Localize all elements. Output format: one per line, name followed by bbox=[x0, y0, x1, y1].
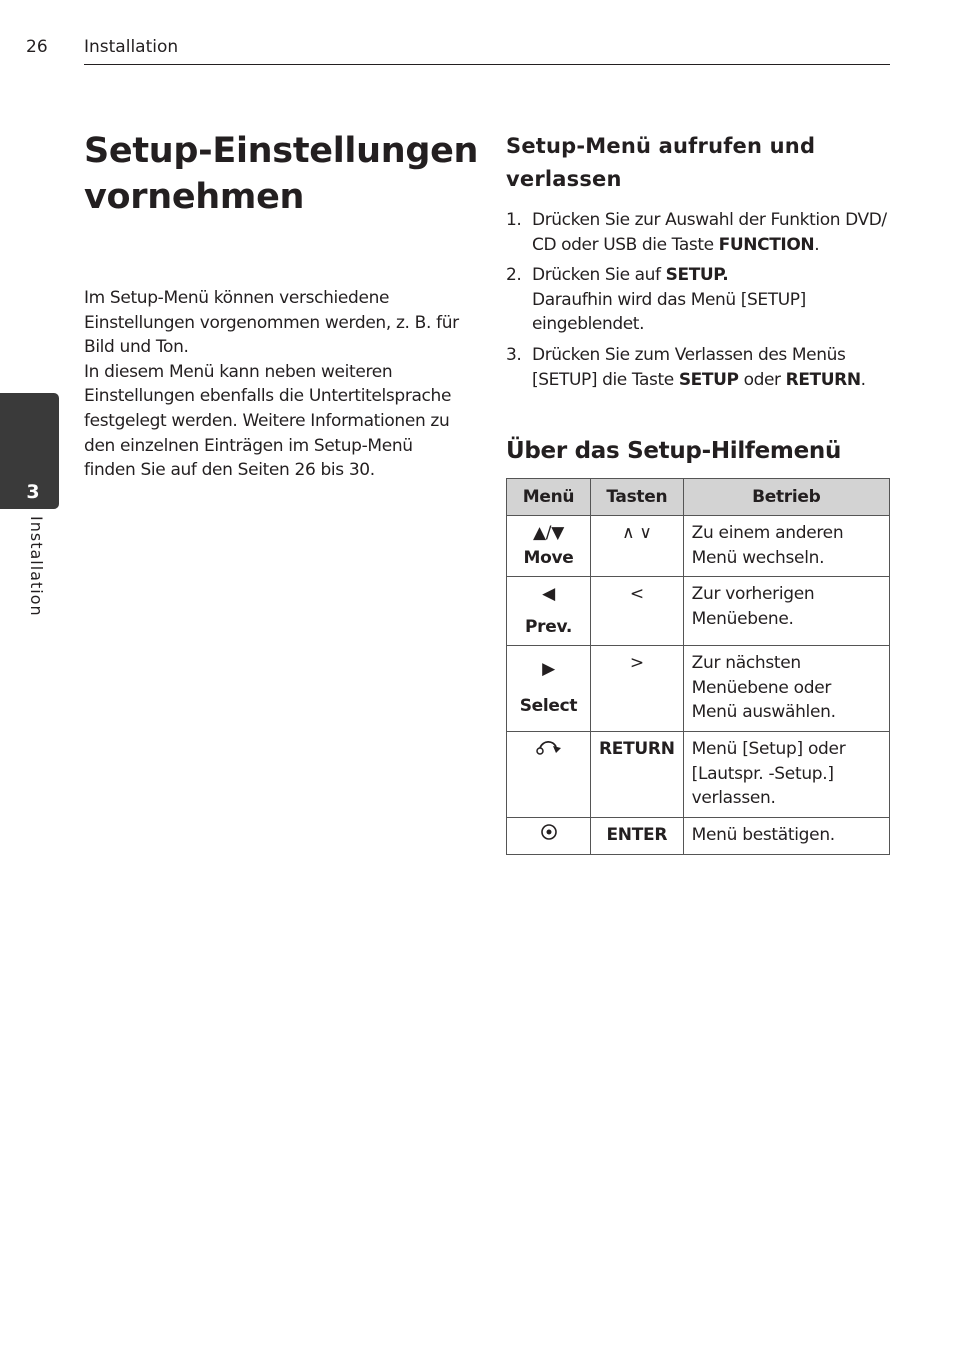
step-number: 2. bbox=[506, 265, 522, 286]
step-mid: oder bbox=[738, 369, 786, 390]
col-header-operation: Betrieb bbox=[683, 479, 889, 516]
chapter-tab bbox=[0, 393, 59, 509]
header-divider bbox=[84, 64, 890, 65]
step-number: 3. bbox=[506, 344, 522, 365]
menu-label: Select bbox=[519, 696, 578, 716]
chapter-side-label: Installation bbox=[27, 516, 46, 617]
steps-list bbox=[506, 208, 896, 398]
step-key: SETUP. bbox=[665, 265, 729, 286]
page-title-line2: vornehmen bbox=[84, 177, 305, 217]
keys-cell: < bbox=[591, 577, 684, 646]
table-header-row bbox=[507, 479, 890, 516]
menu-cell bbox=[507, 577, 591, 646]
menu-label: Move bbox=[523, 548, 574, 568]
menu-cell bbox=[507, 646, 591, 732]
up-down-arrows-icon: ▲/▼ bbox=[533, 523, 564, 543]
section-title-help-menu: Über das Setup-Hilfemenü bbox=[506, 438, 842, 464]
header-section-title: Installation bbox=[84, 37, 179, 57]
step-item bbox=[506, 343, 896, 392]
table-row bbox=[507, 516, 890, 577]
operation-cell: Menü [Setup] oder [Lautspr. -Setup.] verlassen. bbox=[683, 732, 889, 818]
right-arrow-icon: ▶ bbox=[542, 659, 555, 679]
keys-cell: RETURN bbox=[591, 732, 684, 818]
step-tail: . bbox=[860, 369, 866, 390]
step-key-2: RETURN bbox=[785, 369, 861, 390]
table-row bbox=[507, 577, 890, 646]
menu-cell bbox=[507, 732, 591, 818]
step-tail: . bbox=[814, 234, 820, 255]
table-row bbox=[507, 732, 890, 818]
keys-cell: > bbox=[591, 646, 684, 732]
chapter-number: 3 bbox=[26, 481, 40, 503]
help-menu-table bbox=[506, 478, 890, 855]
step-key: FUNCTION bbox=[718, 234, 815, 255]
step-text: Drücken Sie auf bbox=[532, 265, 666, 286]
left-arrow-icon: ◀ bbox=[542, 584, 555, 604]
operation-cell: Menü bestätigen. bbox=[683, 818, 889, 855]
menu-cell bbox=[507, 818, 591, 855]
page-number: 26 bbox=[26, 37, 48, 57]
step-item bbox=[506, 263, 896, 337]
col-header-menu: Menü bbox=[507, 479, 591, 516]
step-key: SETUP bbox=[678, 369, 739, 390]
step-result: Daraufhin wird das Menü [SETUP] eingeblendet. bbox=[532, 289, 806, 335]
menu-label: Prev. bbox=[524, 617, 573, 637]
keys-cell: ENTER bbox=[591, 818, 684, 855]
step-text: Drücken Sie zum Verlassen des Menüs [SETUP] die Taste bbox=[532, 344, 846, 390]
step-text: Drücken Sie zur Auswahl der Funktion DVD/ CD oder USB die Taste bbox=[532, 210, 887, 255]
operation-cell: Zu einem anderen Menü wechseln. bbox=[683, 516, 889, 577]
page-title-line1: Setup-Einstellungen bbox=[84, 131, 479, 171]
intro-paragraph-2: In diesem Menü kann neben weiteren Einstellungen ebenfalls die Untertitelsprache festgelegt werden. Weitere Informationen zu den einzelnen Einträgen im Setup-Menü finden Sie auf den Seiten 26 bis 30. bbox=[84, 361, 452, 481]
intro-text bbox=[84, 286, 464, 483]
intro-paragraph-1: Im Setup-Menü können verschiedene Einstellungen vorgenommen werden, z. B. für Bild und Ton. bbox=[84, 288, 459, 358]
menu-cell bbox=[507, 516, 591, 577]
keys-cell: ∧ ∨ bbox=[591, 516, 684, 577]
table-row bbox=[507, 818, 890, 855]
operation-cell: Zur vorherigen Menüebene. bbox=[683, 577, 889, 646]
page-title bbox=[84, 128, 484, 220]
step-item bbox=[506, 208, 896, 257]
section-title-setup-menu: Setup-Menü aufrufen und verlassen bbox=[506, 134, 816, 191]
step-number: 1. bbox=[506, 210, 522, 230]
enter-circle-icon bbox=[540, 823, 558, 841]
return-arrow-icon bbox=[534, 737, 564, 757]
operation-cell: Zur nächsten Menüebene oder Menü auswählen. bbox=[683, 646, 889, 732]
col-header-keys: Tasten bbox=[591, 479, 684, 516]
table-row bbox=[507, 646, 890, 732]
